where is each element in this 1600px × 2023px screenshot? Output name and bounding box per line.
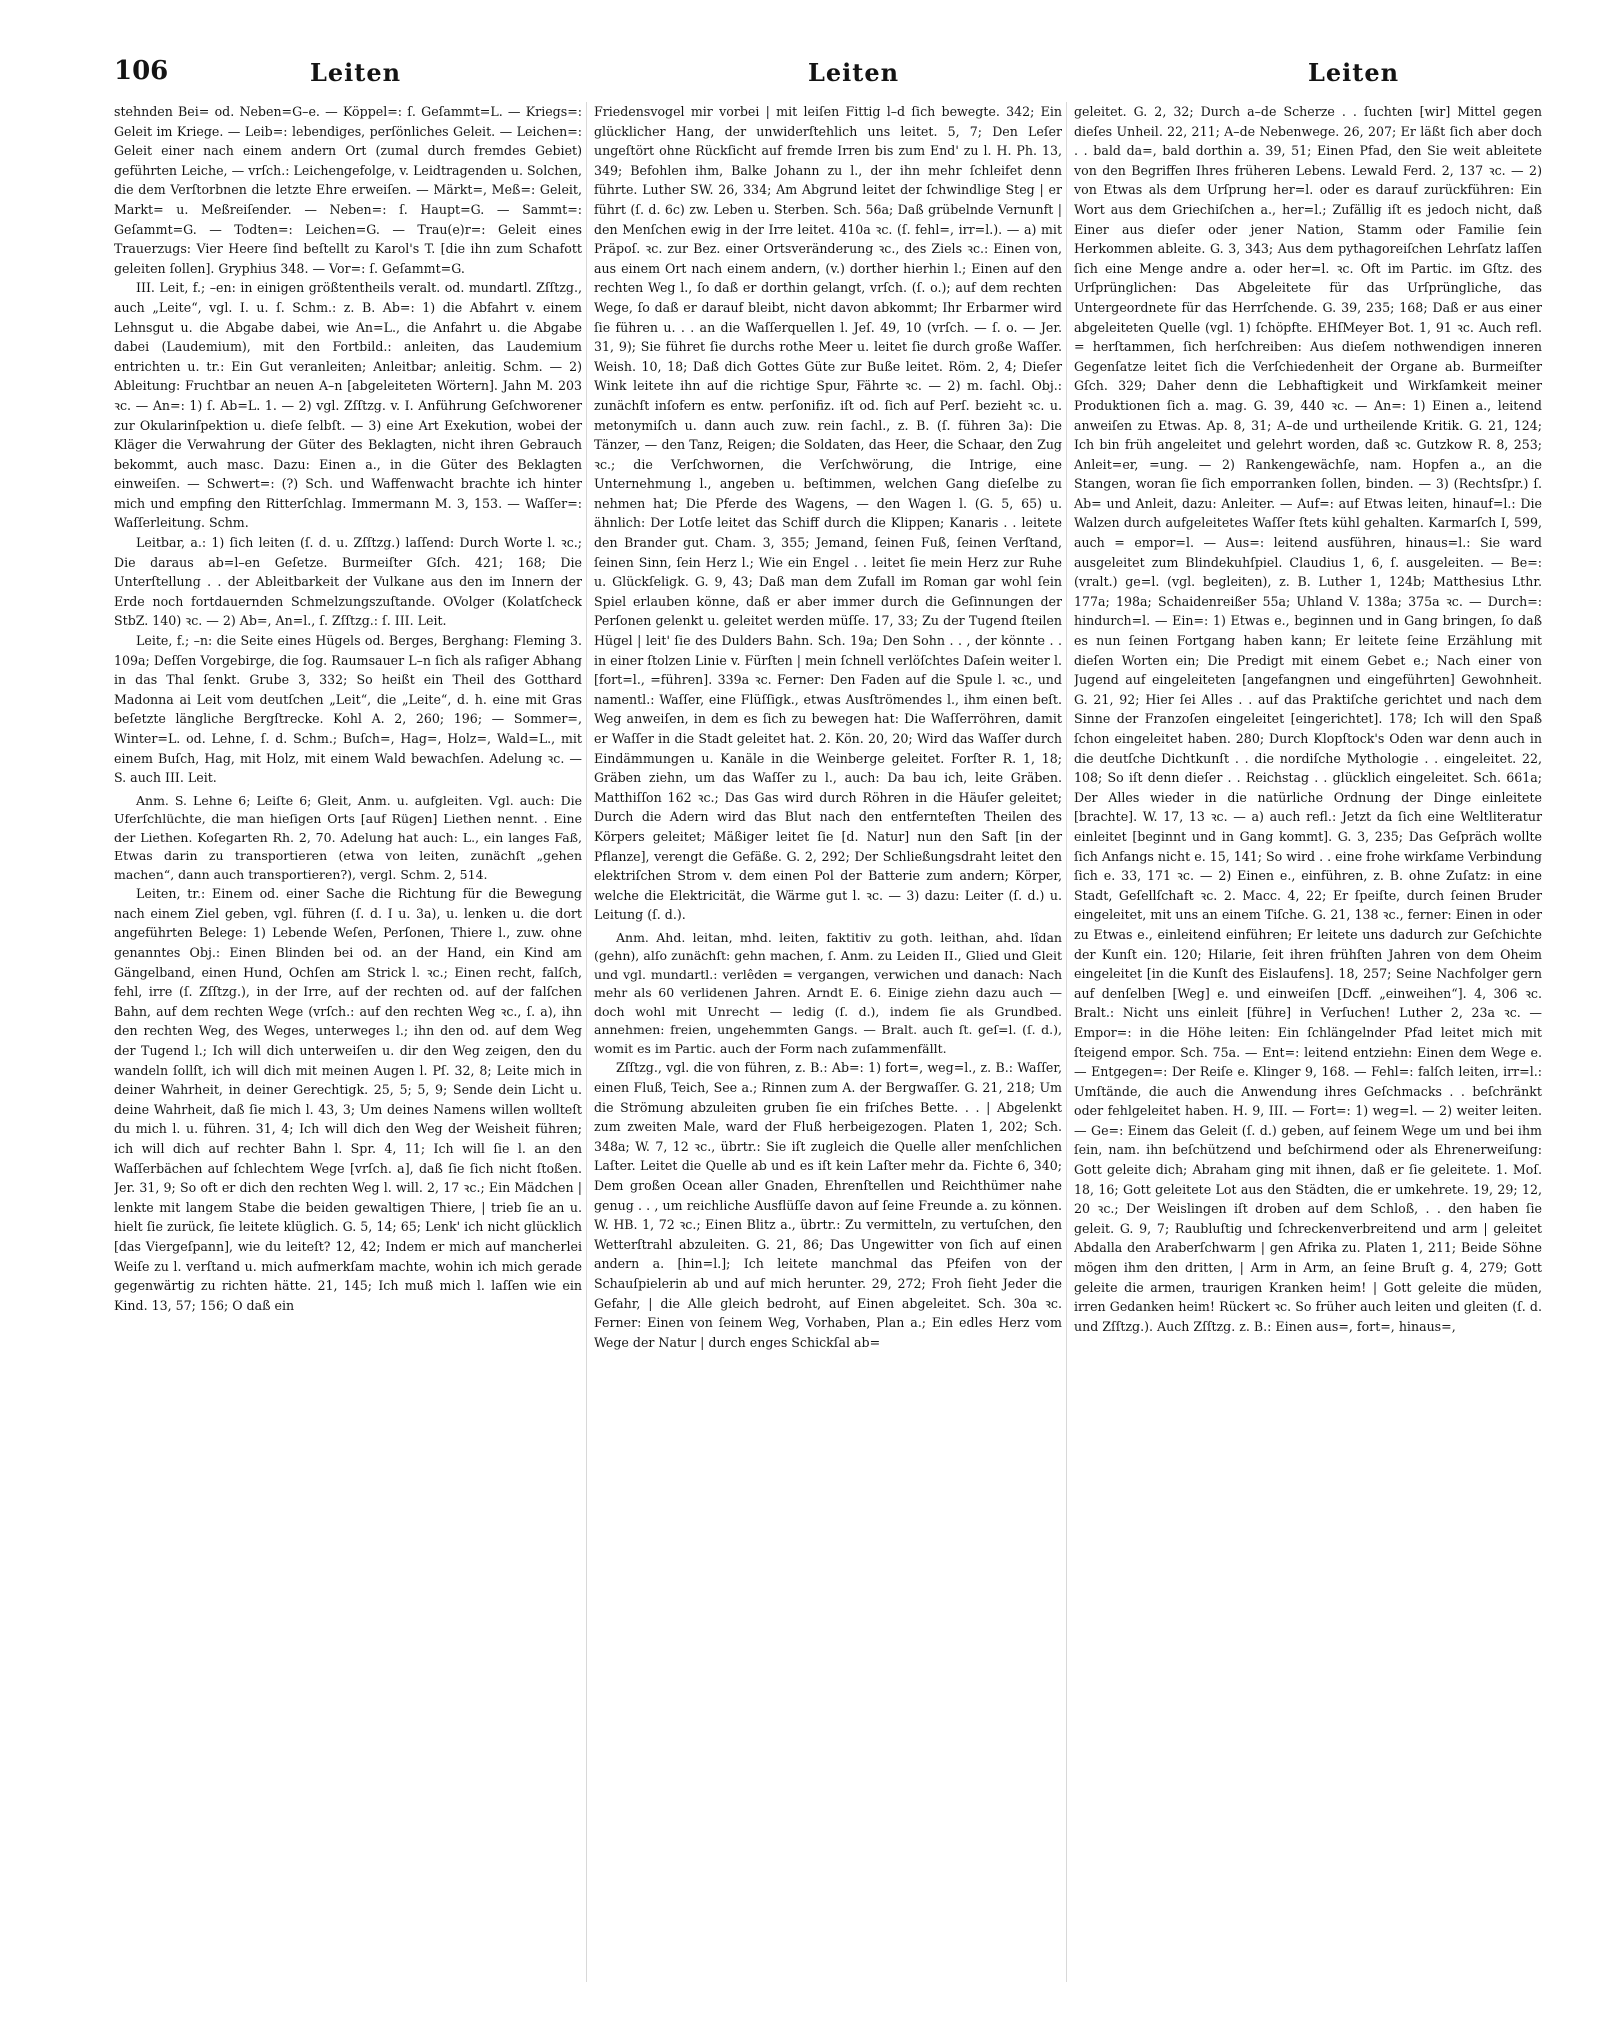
entry-compounds-continued: geleitet. G. 2, 32; Durch a–de Scherze . . ſuchten [wir] Mittel gegen dieſes Unheil. 22, 211; A–de Nebenwege. 26, 207; Er läßt ſich aber doch . . bald da=, bald dorthin a. 39, 51; Einen Pfad, den Sie weit ableitete von den Begriffen Ihres früheren Lebens. Lewald Ferd. 2, 137 ꝛc. — 2) von Etwas als dem Urſprung her=l. oder es darauf zurückführen: Ein Wort aus dem Griechiſchen a., her=l.; Zufällig iſt es jedoch nicht, daß Einer aus dieſer oder jener Nation, Stamm oder Familie ſein Herkommen ableite. G. 3, 343; Aus dem pythagoreiſchen Lehrſatz laſſen ſich eine Menge andre a. oder her=l. ꝛc. Oft im Partic. im Gſtz. des Urſprünglichen: Das Abgeleitete für das Urſprüngliche, das Untergeordnete für das Herrſchende. G. 39, 235; 168; Daß er aus einer abgeleiteten Quelle (vgl. 1) ſchöpfte. EHſMeyer Bot. 1, 91 ꝛc. Auch refl. = herſtammen, ſich herſchreiben: Aus dieſem nothwendigen inneren Gegenſatze leitet ſich die Verſchiedenheit der Organe ab. Burmeiſter Gſch. 329; Daher denn die Lebhaftigkeit und Wirkſamkeit meiner Produktionen ſich a. mag. G. 39, 440 ꝛc. — An=: 1) Einen a., leitend anweiſen zu Etwas. Ap. 8, 31; A–de und urtheilende Kritik. G. 21, 124; Ich bin früh angeleitet und gelehrt worden, daß ꝛc. Gutzkow R. 8, 253; Anleit=er, =ung. — 2) Rankengewächſe, nam. Hopfen a., an die Stangen, woran ſie ſich emporranken ſollen, binden. — 3) (Rechtsſpr.) ſ. Ab= und Anleit, dazu: Anleiter. — Auf=: auf Etwas leiten, hinauf=l.: Die Walzen durch aufgeleitetes Waſſer ſtets kühl gehalten. Karmarſch I, 599, auch = empor=l. — Aus=: leitend ausführen, hinaus=l.: Sie ward ausgeleitet zum Blindekuhſpiel. Claudius 1, 6, ſ. ausgeleiten. — Be=: (vralt.) ge=l. (vgl. begleiten), z. B. Luther 1, 124b; Matthesius Lthr. 177a; 198a; Schaidenreißer 55a; Uhland V. 138a; 375a ꝛc. — Durch=: hindurch=l. — Ein=: 1) Etwas e., beginnen und in Gang bringen, ſo daß es nun ſeinen Fortgang haben kann; Er leitete ſeine Erzählung mit dieſen Worten ein; Die Predigt mit einem Gebet e.; Nach einer von Jugend auf eingeleiteten [angefangnen und eingeführten] Gewohnheit. G. 21, 92; Hier ſei Alles . . auf das Praktiſche gerichtet und nach dem Sinne der Franzoſen eingeleitet [eingerichtet]. 178; Ich will den Spaß ſchon eingeleitet haben. 280; Durch Klopſtock's Oden war denn auch in die deutſche Dichtkunſt . . die nordiſche Mythologie . . eingeleitet. 22, 108; So iſt denn dieſer . . Reichstag . . glücklich eingeleitet. Sch. 661a; Der Alles wieder in die natürliche Ordnung der Dinge einleitete [brachte]. W. 17, 13 ꝛc. — a) auch refl.: Jetzt da ſich eine Weltliteratur einleitet [beginnt und in Gang kommt]. G. 3, 235; Das Geſpräch wollte ſich Anfangs nicht e. 15, 141; So wird . . eine frohe wirkſame Verbindung ſich e. 33, 171 ꝛc. — 2) Einen e., einführen, z. B. ohne Zuſatz: in eine Stadt, Geſellſchaft ꝛc. 2. Macc. 4, 22; Er ſpeiſte, durch ſeinen Bruder eingeleitet, mit uns an einem Tiſche. G. 21, 138 ꝛc., ferner: Einen in oder zu Etwas e., einleitend einführen; Er leitete uns dadurch zur Geſchichte der Kunſt ein. 120; Hilarie, ſeit ihren frühſten Jahren von dem Oheim eingeleitet [in die Kunſt des Eislaufens]. 18, 257; Seine Nachfolger gern auf denſelben [Weg] e. und einweiſen [Dcff. „einweihen“]. 4, 306 ꝛc. Bralt.: Nicht uns einleit [führe] in Verſuchen! Luther 2, 23a ꝛc. — Empor=: in die Höhe leiten: Ein ſchlängelnder Pfad leitet mich mit ſteigend empor. Sch. 75a. — Ent=: leitend entziehn: Einen dem Wege e. — Entgegen=: Der Reiſe e. Klinger 9, 168. — Fehl=: falſch leiten, irr=l.: Umſtände, die auch die Anwendung ihres Geſchmacks . . beſchränkt oder fehlgeleitet haben. H. 9, III. — Fort=: 1) weg=l. — 2) weiter leiten. — Ge=: Einem das Geleit (ſ. d.) geben, auf ſeinem Wege um und bei ihm ſein, nam. ihn beſchützend und beſchirmend oder als Ehrenerweiſung: Gott geleite dich; Abraham ging mit ihnen, daß er ſie geleitete. 1. Moſ. 18, 16; Gott geleitete Lot aus den Städten, die er umkehrete. 19, 29; 12, 20 ꝛc.; Der Weislingen iſt droben auf dem Schloß, . . den haben ſie geleit. G. 9, 7; Raubluſtig und ſchreckenverbreitend und arm | geleitet Abdalla den Araberſchwarm | gen Afrika zu. Platen 1, 211; Beide Söhne mögen ihm den dritten, | Arm in Arm, an ſeine Bruſt g. 4, 279; Gott geleite die armen, traurigen Kranken heim! | Gott geleite die müden, irren Gedanken heim! Rückert ꝛc. So früher auch leiten und gleiten (ſ. d. und Zſſtzg.). Auch Zſſtzg. z. B.: Einen aus=, fort=, hinaus=,: [1074, 104, 1542, 1334]
entry-leite-note: Anm. S. Lehne 6; Leiſte 6; Gleit, Anm. u. aufgleiten. Vgl. auch: Die Uferſchlüchte, die man hieſigen Orts [auf Rügen] Liethen nennt. . Eine der Liethen. Koſegarten Rh. 2, 70. Adelung hat auch: L., ein langes Faß, Etwas darin zu transportieren (etwa von leiten, zunächſt „gehen machen“, dann auch transportieren?), vergl. Schm. 2, 514.: [114, 792, 582, 882]
entry-leiten-note: Anm. Ahd. leitan, mhd. leiten, faktitiv zu goth. leithan, ahd. lîdan (gehn), alſo zunächſt: gehn machen, ſ. Anm. zu Leiden II., Glied und Gleit und vgl. mundartl.: verlêden = vergangen, verwichen und danach: Nach mehr als 60 verlidenen Jahren. Arndt E. 6. Einige ziehn dazu auch — doch wohl mit Unrecht — ledig (ſ. d.), indem ſie als Grundbed. annehmen: freien, ungehemmten Gangs. — Bralt. auch ſt. geſ=l. (ſ. d.), womit es im Partic. auch der Form nach zuſammenfällt.: [594, 929, 1062, 1056]
entry-leitbar: Leitbar, a.: 1) ſich leiten (ſ. d. u. Zſſtzg.) laſſend: Durch Worte l. ꝛc.; Die daraus ab=l–en Geſetze. Burmeiſter Gſch. 421; 168; Die Unterſtellung . . der Ableitbarkeit der Vulkane aus den im Innern der Erde noch fortdauernden Schmelzungszuſtande. OVolger (Kolatſcheck StbZ. 140) ꝛc. — 2) Ab=, An=l., ſ. Zſſtzg.: ſ. III. Leit.: [114, 535, 582, 629]
entry-leite: Leite, f.; –n: die Seite eines Hügels od. Berges, Berghang: Fleming 3. 109a; Deſſen Vorgebirge, die ſog. Raumsauer L–n ſich als raſiger Abhang in das Thal ſenkt. Grube 3, 332; So heißt ein Theil des Gotthard Madonna ai Leit vom deutſchen „Leit“, die „Leite“, d. h. eine mit Gras beſetzte längliche Bergſtrecke. Kohl A. 2, 260; 196; — Sommer=, Winter=L. od. Lehne, ſ. d. Schm.; Buſch=, Hag=, Holz=, Wald=L., mit einem Buſch, Hag, mit Holz, mit einem Wald bewachſen. Adelung ꝛc. — S. auch III. Leit.: [114, 633, 582, 786]
dictionary-page: [110, 52, 1542, 2002]
text-column-3: [1074, 102, 1542, 1982]
page-header: [110, 52, 1542, 92]
entry-leiten-continued: Friedensvogel mir vorbei | mit leiſen Fittig l–d ſich bewegte. 342; Ein glücklicher Hang, der unwiderſtehlich uns leitet. 5, 7; Den Leſer ungeſtört ohne Rückſicht auf fremde Irren bis zum End' zu l. H. Ph. 13, 349; Befohlen ihm, Balke Johann zu l., der ihn mehr ſchleifet denn führte. Luther SW. 26, 334; Am Abgrund leitet der ſchwindlige Steg | er führt (ſ. d. 6c) zw. Leben u. Sterben. Sch. 56a; Daß grübelnde Vernunft | den Menſchen ewig in der Irre leitet. 410a ꝛc. (ſ. fehl=, irr=l.). — a) mit Präpoſ. ꝛc. zur Bez. einer Ortsveränderung ꝛc., des Ziels ꝛc.: Einen von, aus einem Ort nach einem andern, (v.) dorther hierhin l.; Einen auf den rechten Weg l., ſo daß er dorthin gelangt, vrſch. (ſ. o.); auf dem rechten Wege, ſo daß er darauf bleibt, nicht davon abkommt; Ihr Erbarmer wird ſie führen u. . . an die Waſſerquellen l. Jeſ. 49, 10 (vrſch. — ſ. o. — Jer. 31, 9); Sie führet ſie durchs rothe Meer u. leitet ſie durch große Waſſer. Weish. 10, 18; Daß dich Gottes Güte zur Buße leitet. Röm. 2, 4; Dieſer Wink leitete ihn auf die richtige Spur, Fährte ꝛc. — 2) m. ſachl. Obj.: zunächſt inſofern es entw. perſonifiz. iſt od. ſich auf Perſ. bezieht ꝛc. u. metonymiſch u. dann auch zuw. rein ſachl., z. B. (ſ. führen 3a): Die Tänzer, — den Tanz, Reigen; die Soldaten, das Heer, die Schaar, den Zug ꝛc.; die Verſchwornen, die Verſchwörung, die Intrige, eine Unternehmung l., angeben u. beſtimmen, welchen Gang dieſelbe zu nehmen hat; Die Pferde des Wagens, — den Wagen l. (G. 5, 65) u. ähnlich: Der Lotſe leitet das Schiff durch die Klippen; Kanaris . . leitete den Brander gut. Cham. 3, 355; Jemand, ſeinen Fuß, ſeinen Verſtand, ſeinen Sinn, ſein Herz l.; Wie ein Engel . . leitet ſie mein Herz zur Ruhe u. Glückſeligk. G. 9, 43; Daß man dem Zufall im Roman gar wohl ſein Spiel erlauben könne, daß er aber immer durch die Geſinnungen der Perſonen gelenkt u. geleitet werden müſſe. 17, 33; Zu der Tugend ſteilen Hügel | leit' ſie des Dulders Bahn. Sch. 19a; Den Sohn . . , der könnte . . in einer ſtolzen Linie v. Fürſten | mein ſchnell verlöſchtes Daſein weiter l. [fort=l., =führen]. 339a ꝛc. Ferner: Den Faden auf die Spule l. ꝛc., und namentl.: Waſſer, eine Flüſſigk., etwas Ausſtrömendes l., ihm einen beſt. Weg anweiſen, in dem es ſich zu bewegen hat: Die Waſſerröhren, damit er Waſſer in die Stadt geleitet hat. 2. Kön. 20, 20; Wird das Waſſer durch Eindämmungen u. Kanäle in die Weinberge geleitet. Forſter R. 1, 18; Gräben ziehn, um das Waſſer zu l., auch: Da bau ich, leite Gräben. Matthiſſon 162 ꝛc.; Das Gas wird durch Röhren in die Häuſer geleitet; Durch die Adern wird das Blut nach den entfernteſten Theilen des Körpers geleitet; Mäßiger leitet ſie [d. Natur] nun den Saft [in der Pflanze], verengt die Gefäße. G. 2, 292; Der Schließungsdraht leitet den elektriſchen Strom v. dem einen Pol der Batterie zum andern; Körper, welche die Elektricität, die Wärme gut l. ꝛc. — 3) dazu: Leiter (ſ. d.) u. Leitung (ſ. d.).: [594, 104, 1062, 923]
entry-leit-iii: III. Leit, f.; –en: in einigen größtentheils veralt. od. mundartl. Zſſtzg., auch „Leite“, vgl. I. u. ſ. Schm.: z. B. Ab=: 1) die Abfahrt v. einem Lehnsgut u. die Abgabe dabei, wie An=L., die Anfahrt u. die Abgabe dabei (Laudemium), mit den Fortbild.: anleiten, das Laudemium entrichten u. tr.: Ein Gut veranleiten; Anleitbar; anleitig. Schm. — 2) Ableitung: Fruchtbar an neuen A–n [abgeleiteten Wörtern]. Jahn M. 203 ꝛc. — An=: 1) ſ. Ab=L. 1. — 2) vgl. Zſſtzg. v. I. Anführung Geſchworener zur Okularinſpektion u. dieſe ſelbſt. — 3) eine Art Exekution, wobei der Kläger die Verwahrung der Güter des Beklagten, nicht ihren Gebrauch bekommt, auch masc. Dazu: Einen a., in die Güter des Beklagten einweiſen. — Schwert=: (?) Sch. und Waffenwacht brachte ich hinter mich und empfing den Ritterſchlag. Immermann M. 3, 153. — Waſſer=: Waſſerleitung. Schm.: [114, 280, 582, 531]
entry-geleit-compounds: stehnden Bei= od. Neben=G–e. — Köppel=: ſ. Geſammt=L. — Kriegs=: Geleit im Kriege. — Leib=: lebendiges, perſönliches Geleit. — Leichen=: Geleit einer nach einem andern Ort (zumal durch fremdes Gebiet) geführten Leiche, — vrſch.: Leichengefolge, v. Leidtragenden u. Solchen, die dem Verſtorbnen die letzte Ehre erweiſen. — Märkt=, Meß=: Geleit, Markt= u. Meßreiſender. — Neben=: ſ. Haupt=G. — Sammt=: Geſammt=G. — Todten=: Leichen=G. — Trau(e)r=: Geleit eines Trauerzugs: Vier Heere ſind beſtellt zu Karol's T. [die ihn zum Schafott geleiten ſollen]. Gryphius 348. — Vor=: ſ. Geſammt=G.: [114, 104, 582, 276]
headword-center: Leiten: [808, 58, 900, 87]
entry-leiten-compounds: Zſſtzg., vgl. die von führen, z. B.: Ab=: 1) fort=, weg=l., z. B.: Waſſer, einen Fluß, Teich, See a.; Rinnen zum A. der Bergwaſſer. G. 21, 218; Um die Strömung abzuleiten gruben ſie ein friſches Bette. . . | Abgelenkt zum zweiten Male, ward der Fluß herbeigezogen. Platen 1, 202; Sch. 348a; W. 7, 12 ꝛc., übrtr.: Sie iſt zugleich die Quelle aller menſchlichen Laſter. Leitet die Quelle ab und es iſt kein Laſter mehr da. Fichte 6, 340; Dem großen Ocean aller Gnaden, Ehrenſtellen und Reichthümer nahe genug . . , um reichliche Ausflüſſe davon auf ſeine Freunde a. zu können. W. HB. 1, 72 ꝛc.; Einen Blitz a., übrtr.: Zu vermitteln, zu vertuſchen, den Wetterſtrahl abzuleiten. G. 21, 86; Das Ungewitter von ſich auf einen andern a. [hin=l.]; Ich leitete manchmal das Pfeifen von der Schauſpielerin ab und auf mich herunter. 29, 272; Froh ſieht Jeder die Gefahr, | die Alle gleich bedroht, auf Einen abgeleitet. Sch. 30a ꝛc. Ferner: Einen von ſeinem Weg, Vorhaben, Plan a.; Ein edles Herz vom Wege der Natur | durch enges Schickſal ab=: [594, 1060, 1062, 1350]
headword-right: Leiten: [1308, 58, 1400, 87]
text-column-2: [594, 102, 1062, 1982]
column-divider: [1066, 102, 1067, 1982]
text-column-1: [114, 102, 582, 1982]
entry-leiten: Leiten, tr.: Einem od. einer Sache die Richtung für die Bewegung nach einem Ziel geben, vgl. führen (ſ. d. I u. 3a), u. lenken u. die dort angeführten Belege: 1) Lebende Weſen, Perſonen, Thiere l., zuw. ohne genanntes Obj.: Einen Blinden bei od. an der Hand, ein Kind am Gängelband, einen Hund, Ochſen am Strick l. ꝛc.; Einen recht, falſch, fehl, irre (ſ. Zſſtzg.), in der Irre, auf der rechten od. auf der falſchen Bahn, auf dem rechten Wege (vrſch.: auf den rechten Weg ꝛc., ſ. a), ihn den rechten Weg, des Weges, unterweges l.; ihn den od. auf dem Weg der Tugend l.; Ich will dich unterweiſen u. dir den Weg zeigen, den du wandeln ſollſt, ich will dich mit meinen Augen l. Pſ. 32, 8; Leite mich in deiner Wahrheit, in deiner Gerechtigk. 25, 5; 5, 9; Sende dein Licht u. deine Wahrheit, daß ſie mich l. 43, 3; Um deines Namens willen wollteſt du mich l. u. führen. 31, 4; Ich will dich den Weg der Weisheit führen; ich will dich auf rechter Bahn l. Spr. 4, 11; Ich will ſie l. an den Waſſerbächen auf ſchlechtem Wege [vrſch. a], daß ſie ſich nicht ſtoßen. Jer. 31, 9; So oft er dich den rechten Weg l. will. 2, 17 ꝛc.; Ein Mädchen | lenkte mit langem Stabe die beiden gewaltigen Thiere, | trieb ſie an u. hielt ſie zurück, ſie leitete klüglich. G. 5, 14; 65; Lenk' ich nicht glücklich [das Viergeſpann], wie du leiteſt? 12, 42; Indem er mich auf mancherlei Weiſe zu l. verſtand u. mich aufmerkſam machte, wohin ich mich gerade gegenwärtig zu richten hätte. 21, 145; Ich muß mich l. laſſen wie ein Kind. 13, 57; 156; O daß ein: [114, 886, 582, 1313]
page-number: 106: [114, 56, 169, 86]
headword-left: Leiten: [310, 58, 402, 87]
column-divider: [586, 102, 587, 1982]
